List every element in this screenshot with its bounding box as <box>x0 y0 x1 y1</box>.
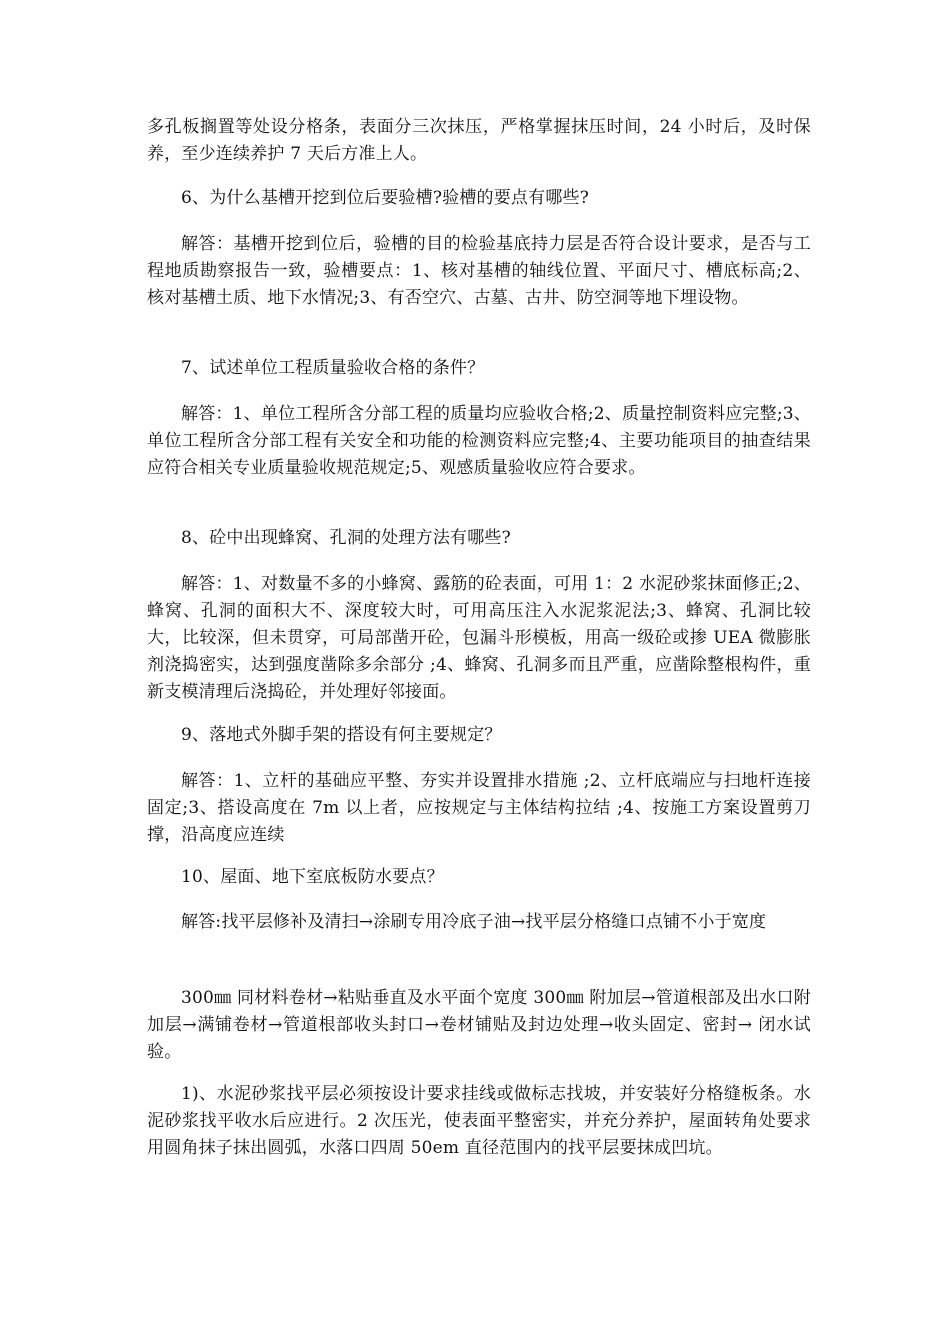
question-10: 10、屋面、地下室底板防水要点？ <box>181 867 444 887</box>
answer-10-intro: 解答:找平层修补及清扫→涂刷专用冷底子油→找平层分格缝口点铺不小于宽度 <box>181 912 767 932</box>
question-8: 8、砼中出现蜂窝、孔洞的处理方法有哪些? <box>181 528 511 548</box>
answer-8: 解答：1、对数量不多的小蜂窝、露筋的砼表面，可用 1：2 水泥砂浆抹面修正;2、蜂窝、孔洞的面积大不、深度较大时，可用高压注入水泥浆泥法;3、蜂窝、孔洞比较大，比较深，但未贯穿，可局部凿开砼，包漏斗形模板，用高一级砼或掺 UEA 微膨胀剂浇捣密实，达到强度凿除多余部分 ;4、蜂窝、孔洞多而且严重，应凿除整根构件，重新支模清理后浇捣砼，并处理好邻接面。 <box>147 574 811 702</box>
answer-7: 解答：1、单位工程所含分部工程的质量均应验收合格;2、质量控制资料应完整;3、单位工程所含分部工程有关安全和功能的检测资料应完整;4、主要功能项目的抽查结果应符合相关专业质量验收规范规定;5、观感质量验收应符合要求。 <box>147 404 811 478</box>
question-9: 9、落地式外脚手架的搭设有何主要规定？ <box>181 725 502 745</box>
paragraph-continuation: 多孔板搁置等处设分格条，表面分三次抹压，严格掌握抹压时间，24 小时后，及时保养，至少连续养护 7 天后方准上人。 <box>147 117 811 164</box>
answer-9: 解答：1、立杆的基础应平整、夯实并设置排水措施 ;2、立杆底端应与扫地杆连接固定;3、搭设高度在 7m 以上者，应按规定与主体结构拉结 ;4、按施工方案设置剪刀撑，沿高度应连续 <box>147 771 811 845</box>
answer-10-steps: 300㎜ 同材料卷材→粘贴垂直及水平面个宽度 300㎜ 附加层→管道根部及出水口附加层→满铺卷材→管道根部收头封口→卷材铺贴及封边处理→收头固定、密封→ 闭水试验。 <box>147 988 811 1062</box>
question-6: 6、为什么基槽开挖到位后要验槽?验槽的要点有哪些? <box>181 188 590 208</box>
answer-10-point-1: 1)、水泥砂浆找平层必须按设计要求挂线或做标志找坡，并安装好分格缝板条。水泥砂浆找平收水后应进行。2 次压光，使表面平整密实，并充分养护，屋面转角处要求用圆角抹子抹出圆弧，水落口四周 50em 直径范围内的找平层要抹成凹坑。 <box>147 1084 811 1158</box>
answer-6: 解答：基槽开挖到位后，验槽的目的检验基底持力层是否符合设计要求，是否与工程地质勘察报告一致，验槽要点：1、核对基槽的轴线位置、平面尺寸、槽底标高;2、核对基槽土质、地下水情况;3、有否空穴、古墓、古井、防空洞等地下埋设物。 <box>147 234 811 308</box>
question-7: 7、试述单位工程质量验收合格的条件？ <box>181 358 485 378</box>
